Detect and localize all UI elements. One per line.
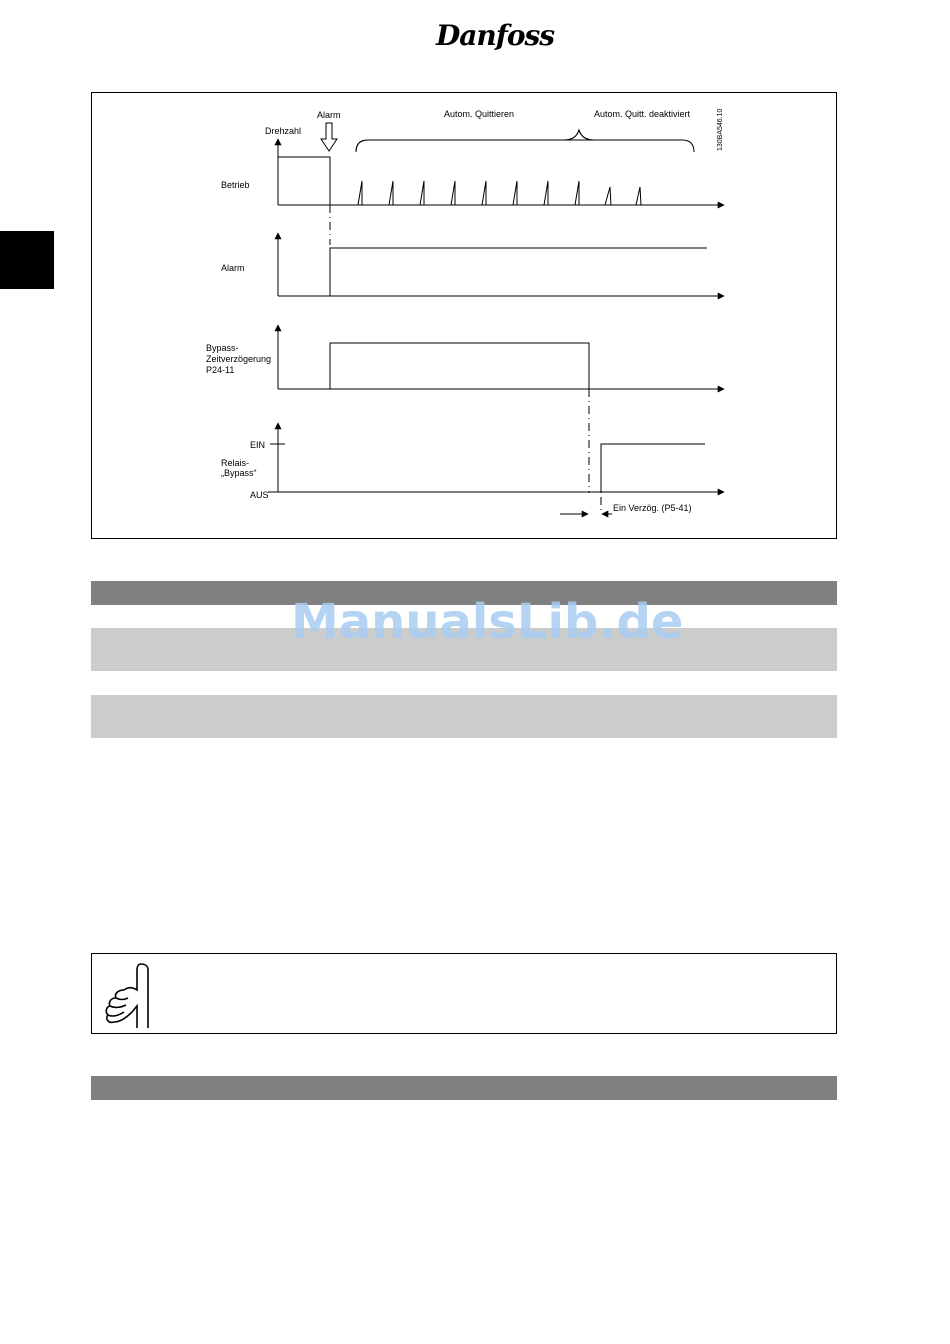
delay-label: Ein Verzög. (P5-41) [613,503,692,513]
auto-reset-label: Autom. Quittieren [444,109,515,119]
bypass-label-line2: Zeitverzögerung [206,354,272,364]
restart-pulses [358,181,641,205]
watermark: ManualsLib.de [291,594,684,650]
auto-reset-brace [356,130,594,152]
alarm-row-label: Alarm [221,263,245,273]
off-label: AUS [250,490,269,500]
alarm-label: Alarm [317,110,341,120]
relay-label-line2: „Bypass“ [221,468,257,478]
bypass-label-line3: P24-11 [206,365,235,375]
danfoss-logo: Danfoss [436,19,555,52]
auto-reset-brace-right [579,130,694,152]
on-label: EIN [250,440,266,450]
pointing-hand-icon [104,960,154,1030]
running-signal [278,157,330,205]
relay-label-line1: Relais- [221,458,250,468]
relay-signal [601,444,705,492]
bypass-label-line1: Bypass- [206,343,239,353]
running-label: Betrieb [221,180,250,190]
chapter-side-tab [0,231,54,289]
alarm-arrow-icon [321,123,337,151]
timing-diagram [92,93,838,540]
alarm-signal [330,248,707,296]
section-heading-bar-2 [91,1076,837,1100]
timing-diagram-figure [91,92,837,539]
auto-reset-disabled-label: Autom. Quitt. deaktiviert [594,109,691,119]
figure-reference-id: 130BA546.10 [717,108,724,151]
speed-label: Drehzahl [265,126,302,136]
bypass-signal [330,343,589,389]
parameter-bar-2 [91,695,837,738]
note-box [91,953,837,1034]
